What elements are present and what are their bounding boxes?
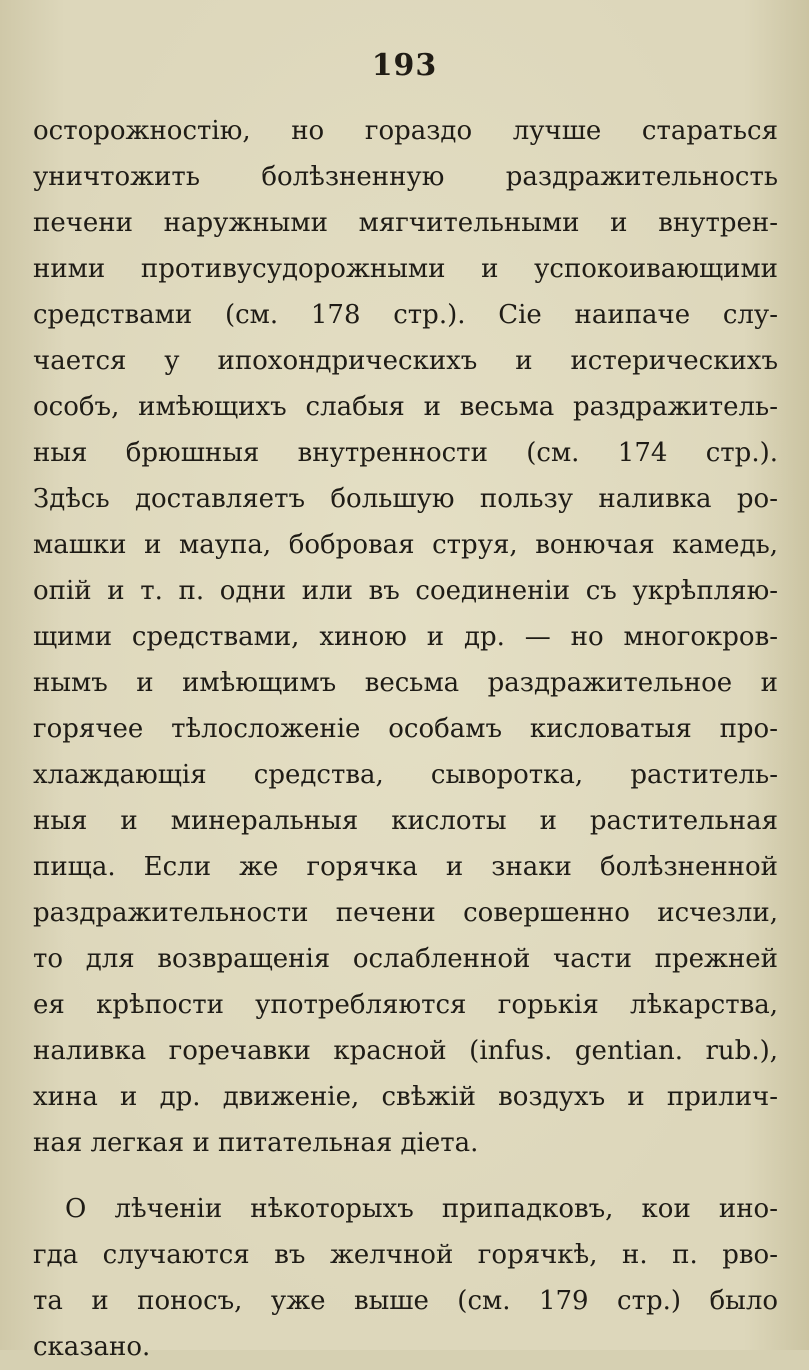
text-line: ними противусудорожными и успокоивающими (33, 254, 778, 284)
text-line: нымъ и имѣющимъ весьма раздражительное и (33, 668, 778, 698)
text-line: особъ, имѣющихъ слабыя и весьма раздражитель- (33, 392, 778, 422)
paragraph-2 (33, 1186, 778, 1370)
paragraph-gap (33, 1166, 778, 1186)
text-line: то для возвращенія ослабленной части прежней (33, 944, 778, 974)
text-line: осторожностію, но гораздо лучше стараться (33, 116, 778, 146)
text-line: машки и маупа, бобровая струя, вонючая камедь, (33, 530, 778, 560)
text-line: чается у ипохондрическихъ и истерическихъ (33, 346, 778, 376)
text-line: горячее тѣлосложеніе особамъ кисловатыя про- (33, 714, 778, 744)
text-line: ныя брюшныя внутренности (см. 174 стр.). (33, 438, 778, 468)
text-line: хина и др. движеніе, свѣжій воздухъ и прилич- (33, 1082, 778, 1112)
text-line: О лѣченіи нѣкоторыхъ припадковъ, кои ино- (65, 1194, 778, 1224)
text-line: хлаждающія средства, сыворотка, раститель- (33, 760, 778, 790)
text-line: сказано. (33, 1332, 151, 1362)
text-line: ея крѣпости употребляются горькія лѣкарства, (33, 990, 778, 1020)
text-line: щими средствами, хиною и др. — но многокров- (33, 622, 778, 652)
text-line: средствами (см. 178 стр.). Сіе наипаче слу- (33, 300, 778, 330)
text-line: наливка горечавки красной (infus. gentian. rub.), (33, 1036, 778, 1066)
text-line: та и поносъ, уже выше (см. 179 стр.) было (33, 1286, 778, 1316)
text-line: пища. Если же горячка и знаки болѣзненной (33, 852, 778, 882)
text-line: гда случаются въ желчной горячкѣ, н. п. рво- (33, 1240, 778, 1270)
text-line: опій и т. п. одни или въ соединеніи съ укрѣпляю- (33, 576, 778, 606)
text-body (33, 108, 778, 1370)
text-line: раздражительности печени совершенно исчезли, (33, 898, 778, 928)
text-line: ная легкая и питательная діета. (33, 1128, 479, 1158)
text-line: уничтожить болѣзненную раздражительность (33, 162, 778, 192)
paragraph-1 (33, 108, 778, 1166)
text-line: Здѣсь доставляетъ большую пользу наливка ро- (33, 484, 778, 514)
text-line: ныя и минеральныя кислоты и растительная (33, 806, 778, 836)
text-line: печени наружными мягчительными и внутрен- (33, 208, 778, 238)
page-number: 193 (371, 48, 438, 83)
